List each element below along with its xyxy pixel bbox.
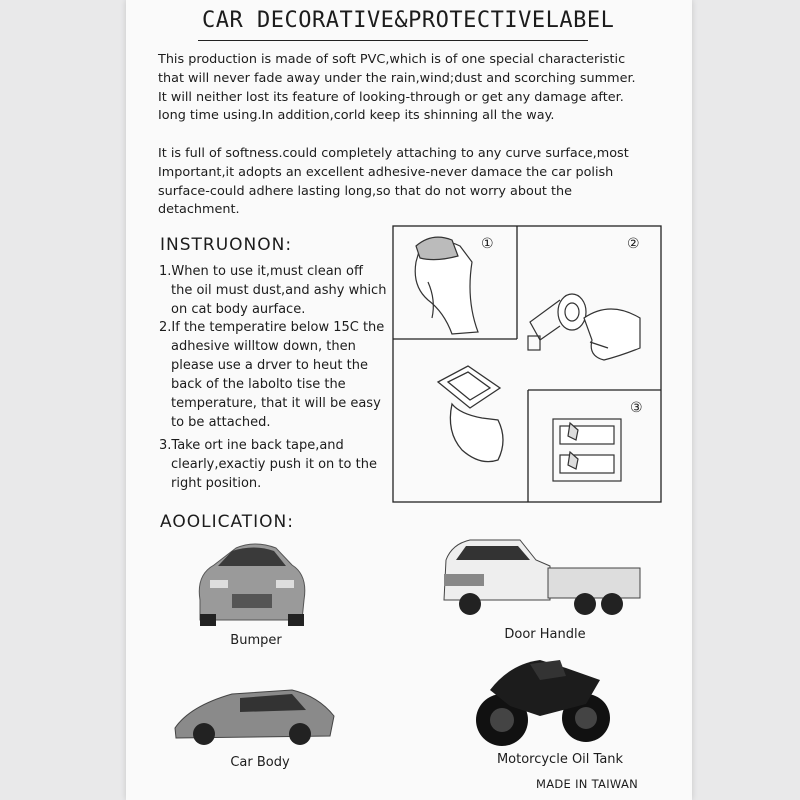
sedan-front-icon: [199, 544, 305, 626]
instruction-heading: INSTRUONON:: [160, 235, 293, 255]
step-line: back of the labolto tise the: [171, 377, 346, 392]
step-line: please use a drver to heut the: [171, 358, 368, 373]
step-line: adhesive willtow down, then: [171, 339, 356, 354]
intro-line: that will never fade away under the rain,wind;dust and scorching summer.: [158, 70, 636, 86]
softness-line: Important,it adopts an excellent adhesive-never damace the car polish: [158, 164, 614, 180]
intro-line: This production is made of soft PVC,which is of one special characteristic: [158, 52, 626, 67]
softness-line: detachment.: [158, 202, 240, 218]
step-line: clearly,exactiy push it on to the: [171, 457, 377, 472]
sports-car-icon: [175, 690, 334, 745]
application-label-motorcycle-oil-tank: Motorcycle Oil Tank: [496, 752, 624, 767]
step-line: the oil must dust,and ashy which: [171, 283, 387, 298]
intro-line: Iong time using.In addition,corld keep its shinning all the way.: [158, 108, 555, 124]
origin-footer: MADE IN TAIWAN: [536, 777, 639, 791]
softness-line: It is full of softness.could completely attaching to any curve surface,most: [158, 146, 629, 161]
step-line: to be attached.: [171, 415, 271, 430]
step-line: 1.When to use it,must clean off: [159, 264, 363, 279]
application-label-car-body: Car Body: [230, 755, 290, 770]
step-marker-3: ③: [630, 400, 643, 416]
step-marker-1: ①: [481, 236, 494, 252]
page-title: CAR DECORATIVE&PROTECTIVELABEL: [202, 8, 615, 33]
application-label-bumper: Bumper: [230, 633, 282, 648]
step-line: on cat body aurface.: [171, 302, 306, 317]
intro-line: It will neither lost its feature of looking-through or get any damage after.: [158, 89, 624, 105]
step-line: 2.If the temperatire below 15C the: [159, 320, 385, 335]
step-line: right position.: [171, 476, 262, 491]
step-line: 3.Take ort ine back tape,and: [159, 438, 344, 453]
application-heading: AOOLICATION:: [160, 512, 294, 532]
motorcycle-icon: [476, 660, 610, 746]
application-label-door-handle: Door Handle: [504, 627, 586, 642]
pickup-truck-icon: [444, 540, 640, 615]
step-line: temperature, that it will be easy: [171, 396, 381, 411]
step-marker-2: ②: [627, 236, 640, 252]
softness-line: surface-could adhere lasting long,so that do not worry about the: [158, 183, 573, 199]
